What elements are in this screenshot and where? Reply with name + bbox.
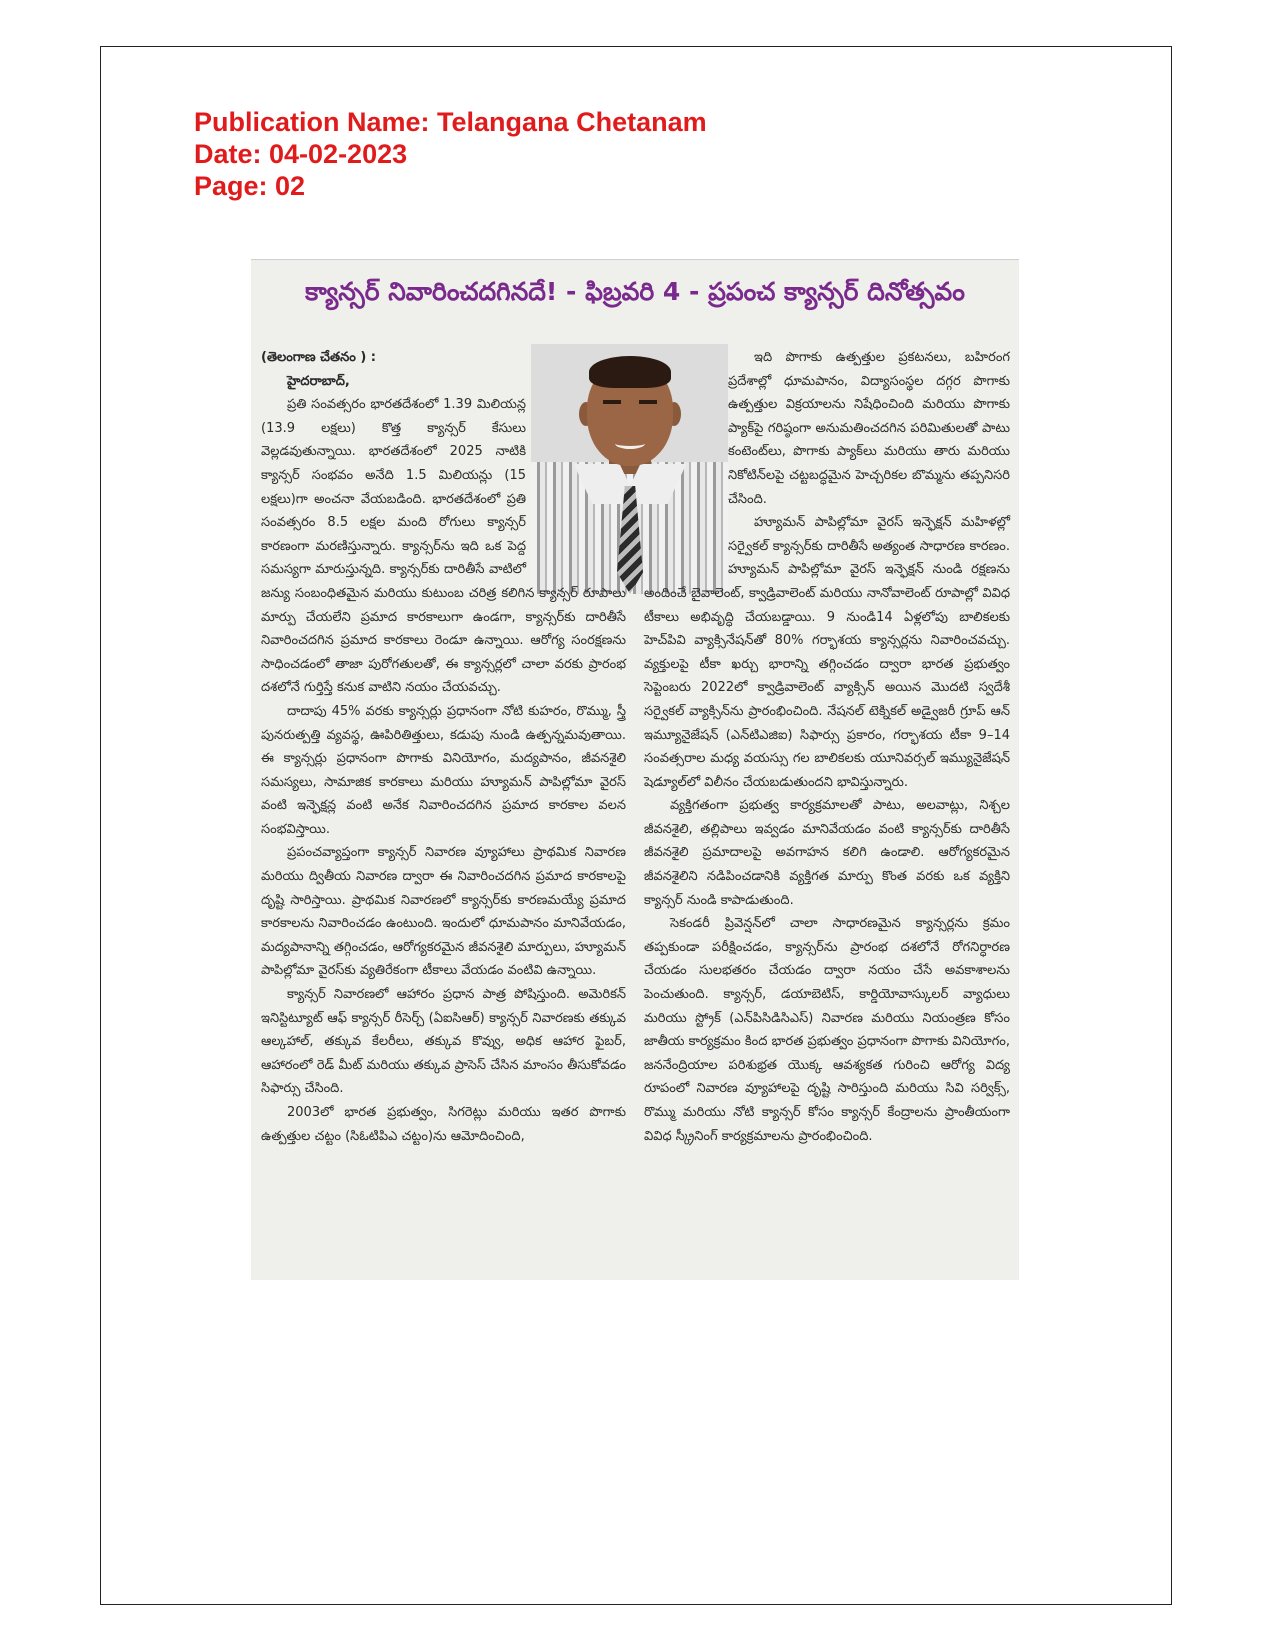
publication-date: Date: 04-02-2023 (194, 139, 408, 169)
article-paragraph: ఇది పొగాకు ఉత్పత్తుల ప్రకటనలు, బహిరంగ ప్రదేశాల్లో ధూమపానం, విద్యాసంస్థల దగ్గర పొగాకు ఉత్పత్తుల విక్రయాలను నిషేధించింది మరియు పొగాకు ప్యాక్‌పై గరిష్ఠంగా అనుమతించదగిన పరిమితులతో పాటు కంటెంట్‌లు, పొగాకు ప్యాక్‌లు మరియు తారు మరియు నికోటిన్‌లపై చట్టబద్ధమైన హెచ్చరికల బొమ్మను తప్పనిసరి చేసింది. (728, 350, 1010, 507)
article-column-right (644, 346, 1010, 1148)
publication-page: Page: 02 (194, 171, 306, 201)
photo-float-spacer-right (642, 346, 728, 578)
publication-info (194, 106, 707, 202)
article-paragraph: 2003లో భారత ప్రభుత్వం, సిగరెట్లు మరియు ఇతర పొగాకు ఉత్పత్తుల చట్టం (సిఓటిపిఎ చట్టం)ను ఆమోదించింది, (261, 1105, 626, 1144)
article-column-left (261, 346, 626, 1148)
article-paragraph: దాదాపు 45% వరకు క్యాన్సర్లు ప్రధానంగా నోటి కుహరం, రొమ్ము, స్త్రీ పునరుత్పత్తి వ్యవస్థ, ఊపిరితిత్తులు, కడుపు నుండి ఉత్పన్నమవుతాయి. ఈ క్యాన్సర్లు ప్రధానంగా పొగాకు వినియోగం, మద్యపానం, జీవనశైలి సమస్యలు, సామాజిక కారకాలు మరియు హ్యూమన్ పాపిల్లోమా వైరస్ వంటి ఇన్ఫెక్షన్ల వంటి అనేక నివారించదగిన ప్రమాద కారకాల వలన సంభవిస్తాయి. (261, 703, 626, 837)
publication-name: Publication Name: Telangana Chetanam (194, 107, 707, 137)
article-paragraph: ప్రతి సంవత్సరం భారతదేశంలో 1.39 మిలియన్ల (13.9 లక్షలు) కొత్త క్యాన్సర్ కేసులు వెల్లడవుతున్నాయి. భారతదేశంలో 2025 నాటికి క్యాన్సర్ సంభవం అనేది 1.5 మిలియన్లు (15 లక్షలు)గా అంచనా వేయబడింది. భారతదేశంలో ప్రతి సంవత్సరం 8.5 లక్షల మంది రోగులు క్యాన్సర్ కారణంగా మరణిస్తున్నారు. క్యాన్సర్‌ను ఇది ఒక పెద్ద సమస్యగా మారుస్తున్నది. క్యాన్సర్‌కు దారితీసే వాటిలో జన్యు సంబంధితమైన మరియు కుటుంబ చరిత్ర కలిగిన క్యాన్సర్ రూపాలు మార్పు చేయలేని ప్రమాద కారకాలుగా ఉండగా, క్యాన్సర్‌కు దారితీసే నివారించదగిన ప్రమాద కారకాలు రెండూ ఉన్నాయి. ఆరోగ్య సంరక్షణను సాధించడంలో తాజా పురోగతులతో, ఈ క్యాన్సర్లలో చాలా వరకు ప్రారంభ దశలోనే గుర్తిస్తే కనుక వాటిని నయం చేయవచ్చు. (261, 397, 626, 696)
article-paragraph: సెకండరీ ప్రివెన్షన్‌లో చాలా సాధారణమైన క్యాన్సర్లను క్రమం తప్పకుండా పరీక్షించడం, క్యాన్సర్‌ను ప్రారంభ దశలోనే రోగనిర్ధారణ చేయడం సులభతరం చేయడం ద్వారా నయం చేసే అవకాశాలను పెంచుతుంది. క్యాన్సర్, డయాబెటిస్, కార్డియోవాస్కులర్ వ్యాధులు మరియు స్ట్రోక్ (ఎన్‌పిసిడిసిఎస్) నివారణ మరియు నియంత్రణ కోసం జాతీయ కార్యక్రమం కింద భారత ప్రభుత్వం ప్రధానంగా పొగాకు వినియోగం, జననేంద్రియాల పరిశుభ్రత యొక్క ఆవశ్యకత గురించి ఆరోగ్య విద్య రూపంలో నివారణ వ్యూహాలపై దృష్టి సారిస్తుంది మరియు సివి సర్విక్స్, రొమ్ము మరియు నోటి క్యాన్సర్ కోసం క్యాన్సర్ కేంద్రాలను ప్రాంతీయంగా వివిధ స్క్రీనింగ్ కార్యక్రమాలను ప్రారంభించింది. (644, 916, 1010, 1144)
article-paragraph: వ్యక్తిగతంగా ప్రభుత్వ కార్యక్రమాలతో పాటు, అలవాట్లు, నిశ్చల జీవనశైలి, తల్లిపాలు ఇవ్వడం మానివేయడం వంటి క్యాన్సర్‌కు దారితీసే జీవనశైలి ప్రమాదాలపై అవగాహన కలిగి ఉండాలి. ఆరోగ్యకరమైన జీవనశైలిని నడిపించడానికి వ్యక్తిగత మార్పు కొంత వరకు ఒక వ్యక్తిని క్యాన్సర్ నుండి కాపాడుతుంది. (644, 798, 1010, 908)
newspaper-clipping (251, 259, 1019, 1280)
article-headline: క్యాన్సర్ నివారించదగినదే! - ఫిబ్రవరి 4 - ప్రపంచ క్యాన్సర్ దినోత్సవం (305, 277, 965, 306)
photo-float-spacer (526, 346, 626, 578)
article-paragraph: క్యాన్సర్ నివారణలో ఆహారం ప్రధాన పాత్ర పోషిస్తుంది. అమెరికన్ ఇనిస్టిట్యూట్ ఆఫ్ క్యాన్సర్ రీసెర్చ్ (ఏఐసిఆర్) క్యాన్సర్ నివారణకు తక్కువ ఆల్కహాల్, తక్కువ కేలరీలు, తక్కువ కొవ్వు, అధిక ఆహార ఫైబర్, ఆహారంలో రెడ్ మీట్ మరియు తక్కువ ప్రాసెస్ చేసిన మాంసం తీసుకోవడం సిఫార్సు చేసింది. (261, 987, 626, 1097)
article-paragraph: హ్యూమన్ పాపిల్లోమా వైరస్ ఇన్ఫెక్షన్ మహిళల్లో సర్వైకల్ క్యాన్సర్‌కు దారితీసే అత్యంత సాధారణ కారణం. హ్యూమన్ పాపిల్లోమా వైరస్ ఇన్ఫెక్షన్ నుండి రక్షణను అందించే బైవాలెంట్, క్వాడ్రివాలెంట్ మరియు నానోవాలెంట్ రూపాల్లో వివిధ టీకాలు అభివృద్ధి చేయబడ్డాయి. 9 నుండి14 ఏళ్లలోపు బాలికలకు హెచ్‌పివి వ్యాక్సినేషన్‌తో 80% గర్భాశయ క్యాన్సర్లను నివారించవచ్చు. వ్యక్తులపై టీకా ఖర్చు భారాన్ని తగ్గించడం ద్వారా భారత ప్రభుత్వం సెప్టెంబరు 2022లో క్వాడ్రివాలెంట్ వ్యాక్సిన్ అయిన మొదటి స్వదేశీ సర్వైకల్ వ్యాక్సిన్‌ను ప్రారంభించింది. నేషనల్ టెక్నికల్ అడ్వైజరీ గ్రూప్ ఆన్ ఇమ్యూనైజేషన్ (ఎన్‌టిఎజిఐ) సిఫార్సు ప్రకారం, గర్భాశయ టీకా 9–14 సంవత్సరాల మధ్య వయస్సు గల బాలికలకు యూనివర్సల్ ఇమ్యునైజేషన్ షెడ్యూల్‌లో విలీనం చేయబడుతుందని భావిస్తున్నారు. (644, 515, 1010, 790)
article-source: (తెలంగాణ చేతనం ) : (261, 350, 377, 365)
article-dateline: హైదరాబాద్, (287, 373, 350, 389)
article-paragraph: ప్రపంచవ్యాప్తంగా క్యాన్సర్ నివారణ వ్యూహాలు ప్రాథమిక నివారణ మరియు ద్వితీయ నివారణ ద్వారా ఈ నివారించదగిన ప్రమాద కారకాలపై దృష్టి సారిస్తాయి. ప్రాథమిక నివారణలో క్యాన్సర్‌కు కారణమయ్యే ప్రమాద కారకాలను నివారించడం ఉంటుంది. ఇందులో ధూమపానం మానివేయడం, మద్యపానాన్ని తగ్గించడం, ఆరోగ్యకరమైన జీవనశైలి మార్పులు, హ్యూమన్ పాపిల్లోమా వైరస్‌కు వ్యతిరేకంగా టీకాలు వేయడం వంటివి ఉన్నాయి. (261, 845, 626, 979)
